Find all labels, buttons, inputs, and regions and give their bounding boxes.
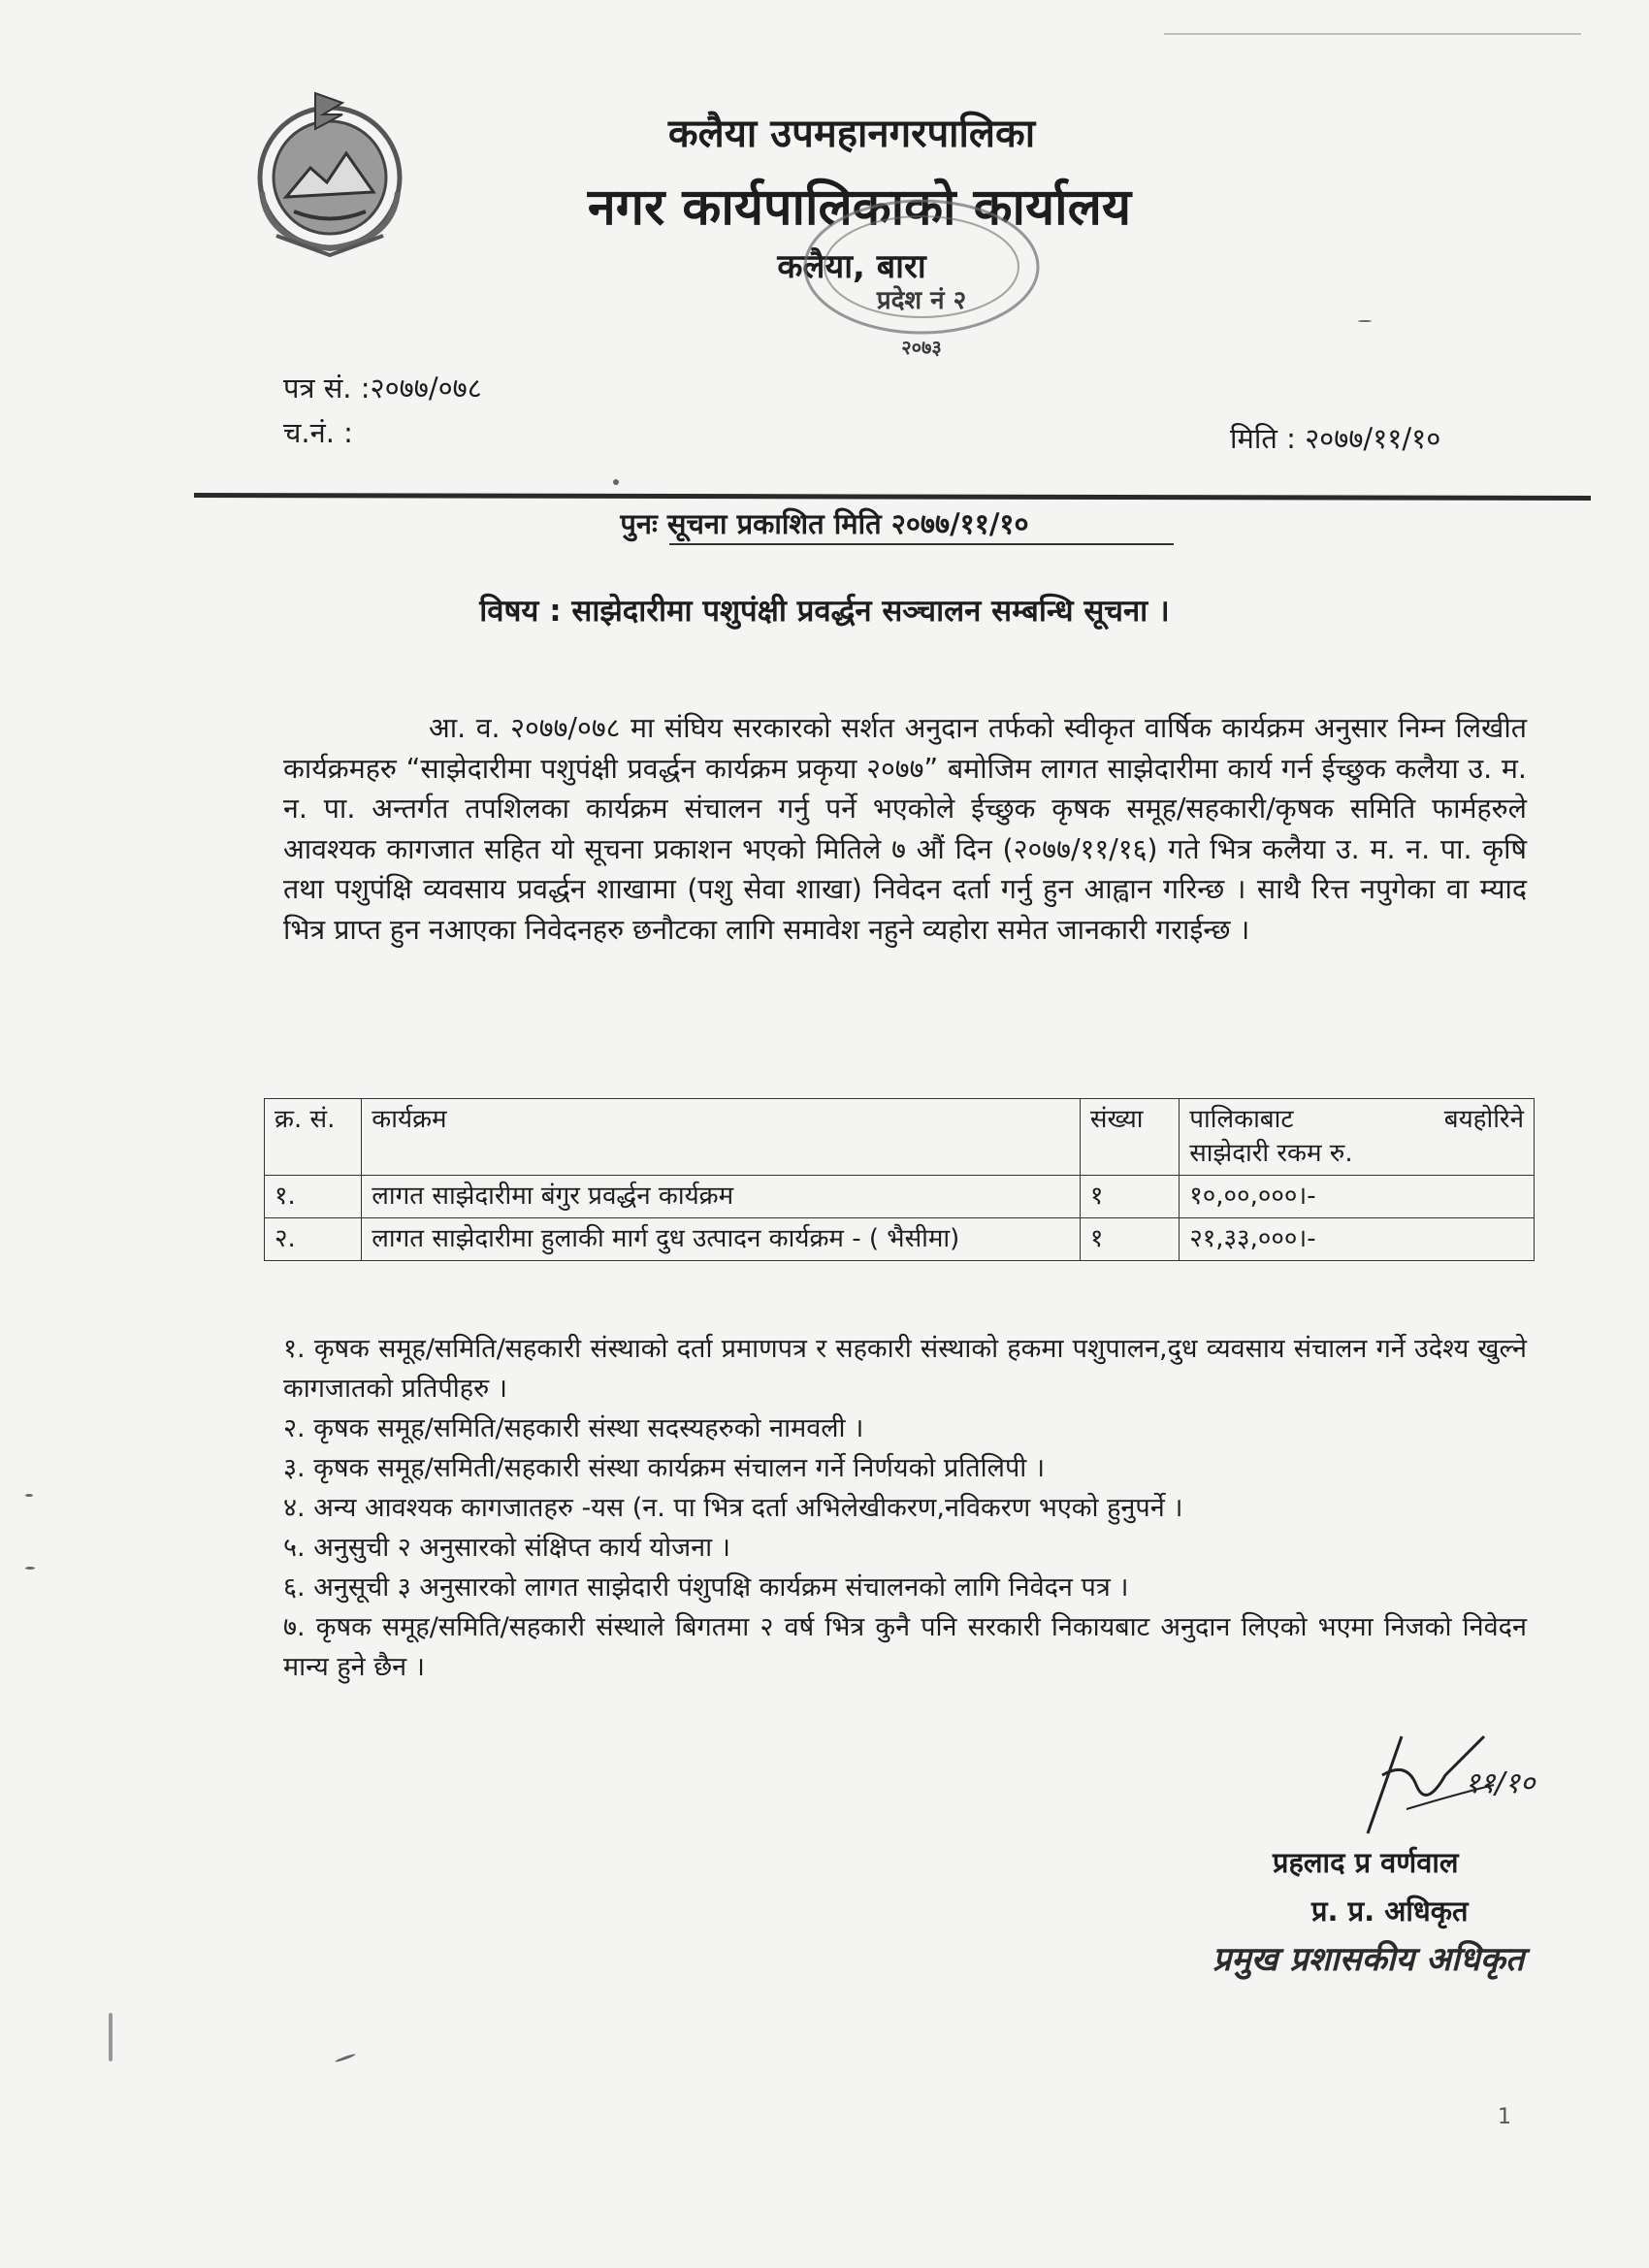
republish-underline	[669, 543, 1174, 545]
col-amount-header	[1180, 1099, 1535, 1176]
row-sn: १.	[265, 1176, 362, 1218]
table-header-row	[265, 1099, 1535, 1176]
signature-date: ११/१०	[1465, 1766, 1536, 1800]
row-count: १	[1080, 1176, 1179, 1218]
requirement-item: २. कृषक समूह/समिति/सहकारी संस्था सदस्यहरुको नामवली ।	[283, 1413, 864, 1443]
notice-subject: विषय : साझेदारीमा पशुपंक्षी प्रवर्द्धन सञ्चालन सम्बन्धि सूचना ।	[479, 594, 1170, 629]
requirement-item: ५. अनुसुची २ अनुसारको संक्षिप्त कार्य योजना ।	[283, 1533, 730, 1563]
seal-year: २०७३	[901, 336, 942, 359]
requirement-item: ६. अनुसूची ३ अनुसारको लागत साझेदारी पंशुपक्षि कार्यक्रम संचालनको लागि निवेदन पत्र ।	[283, 1572, 1129, 1603]
amount-header-part2: बयहोरिने	[1443, 1105, 1524, 1134]
dispatch-number: च.नं. :	[283, 416, 353, 449]
page-number: 1	[1498, 2105, 1511, 2129]
scan-speck	[613, 479, 619, 485]
scan-speck	[1358, 320, 1372, 322]
requirement-item: ७. कृषक समूह/समिति/सहकारी संस्थाले बिगतमा २ वर्ष भित्र कुनै पनि सरकारी निकायबाट अनुदान लिएको भएमा निजको निवेदन मान्य हुने छैन ।	[283, 1612, 1527, 1682]
signatory-name: प्रहलाद प्र वर्णवाल	[1273, 1846, 1459, 1879]
col-sn-header: क्र. सं.	[265, 1099, 362, 1176]
table-row	[265, 1218, 1535, 1261]
republish-date-line: पुनः सूचना प्रकाशित मिति २०७७/११/१०	[620, 507, 1029, 540]
amount-header-part3: साझेदारी रकम रु.	[1189, 1139, 1353, 1168]
scan-speck	[109, 2013, 113, 2061]
scan-edge-line	[1164, 33, 1581, 35]
row-sn: २.	[265, 1218, 362, 1261]
requirements-list	[283, 1329, 1527, 1687]
requirement-item: ३. कृषक समूह/समिती/सहकारी संस्था कार्यक्रम संचालन गर्ने निर्णयको प्रतिलिपी ।	[283, 1453, 1046, 1483]
row-amount: १०,००,०००।-	[1180, 1176, 1535, 1218]
reference-number: पत्र सं. :२०७७/०७८	[283, 372, 482, 405]
col-program-header: कार्यक्रम	[362, 1099, 1081, 1176]
office-name: नगर कार्यपालिकाको कार्यालय	[587, 178, 1132, 237]
scan-speck	[25, 1567, 35, 1570]
notice-body: आ. व. २०७७/०७८ मा संघिय सरकारको सर्शत अनुदान तर्फको स्वीकृत वार्षिक कार्यक्रम अनुसार निम्न लिखीत कार्यक्रमहरु “साझेदारीमा पशुपंक्षी प्रवर्द्धन कार्यक्रम प्रकृया २०७७” बमोजिम लागत साझेदारीमा कार्य गर्न ईच्छुक कलैया उ. म. न. पा. अन्तर्गत तपशिलका कार्यक्रम संचालन गर्नु पर्ने भएकोले ईच्छुक कृषक समूह/सहकारी/कृषक समिति फार्महरुले आवश्यक कागजात सहित यो सूचना प्रकाशन भएको मितिले ७ औं दिन (२०७७/११/१६) गते भित्र कलैया उ. म. न. पा. कृषि तथा पशुपंक्षि व्यवसाय प्रवर्द्धन शाखामा (पशु सेवा शाखा) निवेदन दर्ता गर्नु हुन आह्वान गरिन्छ । साथै रित्त नपुगेका वा म्याद भित्र प्राप्त हुन नआएका निवेदनहरु छनौटका लागि समावेश नहुने व्यहोरा समेत जानकारी गराईन्छ ।	[283, 712, 1527, 946]
table-row	[265, 1176, 1535, 1218]
amount-header-part1: पालिकाबाट	[1189, 1105, 1294, 1134]
office-seal-icon	[776, 194, 1067, 364]
requirement-item: १. कृषक समूह/समिति/सहकारी संस्थाको दर्ता प्रमाणपत्र र सहकारी संस्थाको हकमा पशुपालन,दुध व्यवसाय संचालन गर्ने उदेश्य खुल्ने कागजातको प्रतिपीहरु ।	[283, 1334, 1527, 1404]
requirement-item: ४. अन्य आवश्यक कागजातहरु -यस (न. पा भित्र दर्ता अभिलेखीकरण,नविकरण भएको हुनुपर्ने ।	[283, 1493, 1183, 1523]
seal-text: प्रदेश नं २	[876, 286, 967, 315]
scan-speck	[335, 2053, 356, 2062]
row-program: लागत साझेदारीमा बंगुर प्रवर्द्धन कार्यक्रम	[362, 1176, 1081, 1218]
row-amount: २१,३३,०००।-	[1180, 1218, 1535, 1261]
col-count-header: संख्या	[1080, 1099, 1179, 1176]
header-divider	[194, 493, 1591, 501]
handwritten-signature-icon	[1348, 1717, 1562, 1843]
designation-stamp: प्रमुख प्रशासकीय अधिकृत	[1212, 1940, 1525, 1979]
letter-date: मिति : २०७७/११/१०	[1230, 422, 1441, 455]
program-table	[264, 1098, 1535, 1261]
office-location: कलैया, बारा	[777, 247, 926, 286]
municipality-name: कलैया उपमहानगरपालिका	[667, 112, 1036, 156]
row-count: १	[1080, 1218, 1179, 1261]
signatory-title: प्र. प्र. अधिकृत	[1311, 1895, 1469, 1928]
scan-speck	[25, 1494, 33, 1497]
row-program: लागत साझेदारीमा हुलाकी मार्ग दुध उत्पादन कार्यक्रम - ( भैसीमा)	[362, 1218, 1081, 1261]
